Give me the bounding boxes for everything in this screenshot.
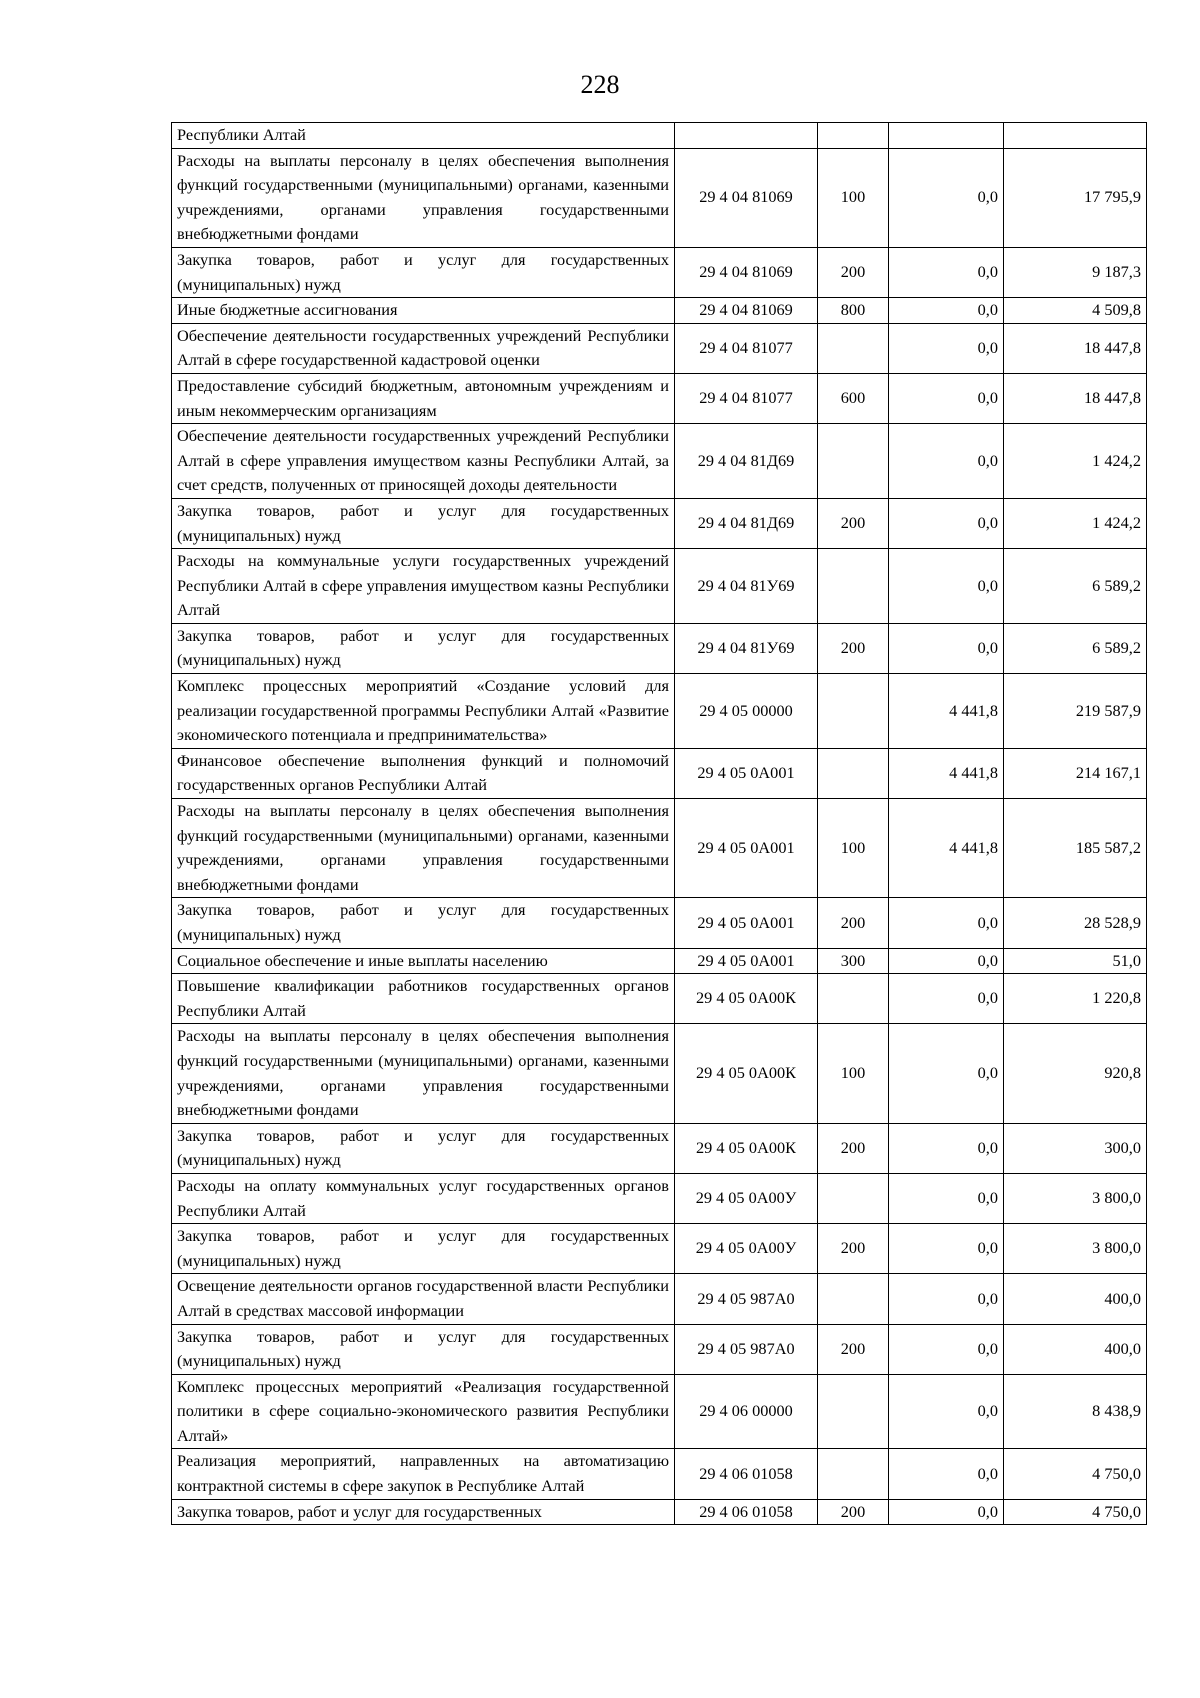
table-row <box>172 298 1147 324</box>
expense-type-cell: 200 <box>818 247 889 297</box>
expense-type-cell: 200 <box>818 1324 889 1374</box>
table-row <box>172 148 1147 247</box>
expense-type-cell <box>818 1274 889 1324</box>
target-code-cell: 29 4 04 81069 <box>675 298 818 324</box>
target-code-cell: 29 4 05 0А00К <box>675 1024 818 1123</box>
table-row <box>172 623 1147 673</box>
expense-type-cell <box>818 674 889 749</box>
expense-name-cell: Освещение деятельности органов государственной власти Республики Алтай в средствах массовой информации <box>172 1274 675 1324</box>
amount-cell <box>889 123 1004 149</box>
table-row <box>172 748 1147 798</box>
target-code-cell: 29 4 04 81077 <box>675 373 818 423</box>
table-row <box>172 898 1147 948</box>
amount-cell: 0,0 <box>889 623 1004 673</box>
amount-cell: 214 167,1 <box>1004 748 1147 798</box>
target-code-cell: 29 4 06 01058 <box>675 1449 818 1499</box>
target-code-cell: 29 4 04 81У69 <box>675 623 818 673</box>
expense-name-cell: Обеспечение деятельности государственных учреждений Республики Алтай в сфере государственной кадастровой оценки <box>172 323 675 373</box>
amount-cell: 0,0 <box>889 298 1004 324</box>
expense-name-cell: Расходы на выплаты персоналу в целях обеспечения выполнения функций государственными (муниципальными) органами, казенными учреждениями, органами управления государственными внебюджетными фондами <box>172 1024 675 1123</box>
target-code-cell: 29 4 06 00000 <box>675 1374 818 1449</box>
amount-cell: 0,0 <box>889 1274 1004 1324</box>
expense-name-cell: Закупка товаров, работ и услуг для государственных <box>172 1499 675 1525</box>
amount-cell: 4 750,0 <box>1004 1499 1147 1525</box>
expense-name-cell: Предоставление субсидий бюджетным, автономным учреждениям и иным некоммерческим организациям <box>172 373 675 423</box>
target-code-cell: 29 4 05 0А00К <box>675 1123 818 1173</box>
target-code-cell: 29 4 04 81069 <box>675 247 818 297</box>
amount-cell: 0,0 <box>889 424 1004 499</box>
expense-type-cell: 200 <box>818 1123 889 1173</box>
amount-cell: 28 528,9 <box>1004 898 1147 948</box>
expense-type-cell: 100 <box>818 148 889 247</box>
expense-type-cell: 800 <box>818 298 889 324</box>
expense-name-cell: Республики Алтай <box>172 123 675 149</box>
target-code-cell: 29 4 04 81У69 <box>675 549 818 624</box>
expense-type-cell: 100 <box>818 1024 889 1123</box>
table-row <box>172 1324 1147 1374</box>
expense-name-cell: Закупка товаров, работ и услуг для государственных (муниципальных) нужд <box>172 898 675 948</box>
expense-type-cell: 600 <box>818 373 889 423</box>
expense-type-cell: 200 <box>818 498 889 548</box>
expense-type-cell <box>818 748 889 798</box>
amount-cell: 4 441,8 <box>889 674 1004 749</box>
expense-type-cell: 200 <box>818 1224 889 1274</box>
table-row <box>172 247 1147 297</box>
expense-name-cell: Социальное обеспечение и иные выплаты населению <box>172 948 675 974</box>
expense-type-cell: 200 <box>818 623 889 673</box>
amount-cell: 300,0 <box>1004 1123 1147 1173</box>
amount-cell: 0,0 <box>889 1224 1004 1274</box>
target-code-cell: 29 4 05 987А0 <box>675 1274 818 1324</box>
amount-cell: 0,0 <box>889 549 1004 624</box>
table-row <box>172 549 1147 624</box>
amount-cell: 400,0 <box>1004 1324 1147 1374</box>
expense-name-cell: Закупка товаров, работ и услуг для государственных (муниципальных) нужд <box>172 1224 675 1274</box>
amount-cell <box>1004 123 1147 149</box>
target-code-cell: 29 4 05 0А00У <box>675 1173 818 1223</box>
table-row <box>172 674 1147 749</box>
expense-name-cell: Иные бюджетные ассигнования <box>172 298 675 324</box>
target-code-cell: 29 4 05 0А001 <box>675 799 818 898</box>
amount-cell: 0,0 <box>889 247 1004 297</box>
table-row <box>172 1374 1147 1449</box>
amount-cell: 3 800,0 <box>1004 1173 1147 1223</box>
expense-name-cell: Комплекс процессных мероприятий «Создание условий для реализации государственной программы Республики Алтай «Развитие экономического потенциала и предпринимательства» <box>172 674 675 749</box>
expense-type-cell <box>818 123 889 149</box>
table-row <box>172 424 1147 499</box>
amount-cell: 0,0 <box>889 1324 1004 1374</box>
amount-cell: 0,0 <box>889 898 1004 948</box>
target-code-cell: 29 4 05 0А001 <box>675 948 818 974</box>
expense-type-cell: 100 <box>818 799 889 898</box>
expense-name-cell: Расходы на коммунальные услуги государственных учреждений Республики Алтай в сфере управления имуществом казны Республики Алтай <box>172 549 675 624</box>
expense-type-cell <box>818 1173 889 1223</box>
amount-cell: 0,0 <box>889 974 1004 1024</box>
amount-cell: 3 800,0 <box>1004 1224 1147 1274</box>
table-row <box>172 799 1147 898</box>
target-code-cell: 29 4 06 01058 <box>675 1499 818 1525</box>
amount-cell: 6 589,2 <box>1004 549 1147 624</box>
expense-name-cell: Закупка товаров, работ и услуг для государственных (муниципальных) нужд <box>172 623 675 673</box>
table-row <box>172 498 1147 548</box>
table-row <box>172 1499 1147 1525</box>
expense-name-cell: Закупка товаров, работ и услуг для государственных (муниципальных) нужд <box>172 1123 675 1173</box>
table-row <box>172 373 1147 423</box>
amount-cell: 185 587,2 <box>1004 799 1147 898</box>
target-code-cell: 29 4 04 81077 <box>675 323 818 373</box>
expense-type-cell: 200 <box>818 1499 889 1525</box>
amount-cell: 6 589,2 <box>1004 623 1147 673</box>
table-row <box>172 1024 1147 1123</box>
target-code-cell: 29 4 05 00000 <box>675 674 818 749</box>
amount-cell: 17 795,9 <box>1004 148 1147 247</box>
expense-name-cell: Расходы на выплаты персоналу в целях обеспечения выполнения функций государственными (муниципальными) органами, казенными учреждениями, органами управления государственными внебюджетными фондами <box>172 148 675 247</box>
amount-cell: 51,0 <box>1004 948 1147 974</box>
amount-cell: 0,0 <box>889 1449 1004 1499</box>
expense-name-cell: Повышение квалификации работников государственных органов Республики Алтай <box>172 974 675 1024</box>
amount-cell: 0,0 <box>889 373 1004 423</box>
table-row <box>172 974 1147 1024</box>
amount-cell: 400,0 <box>1004 1274 1147 1324</box>
target-code-cell: 29 4 05 0А001 <box>675 898 818 948</box>
expense-name-cell: Расходы на оплату коммунальных услуг государственных органов Республики Алтай <box>172 1173 675 1223</box>
amount-cell: 8 438,9 <box>1004 1374 1147 1449</box>
expense-name-cell: Финансовое обеспечение выполнения функций и полномочий государственных органов Республики Алтай <box>172 748 675 798</box>
amount-cell: 9 187,3 <box>1004 247 1147 297</box>
expense-type-cell: 200 <box>818 898 889 948</box>
page-number: 228 <box>580 70 620 99</box>
amount-cell: 0,0 <box>889 948 1004 974</box>
expense-name-cell: Расходы на выплаты персоналу в целях обеспечения выполнения функций государственными (муниципальными) органами, казенными учреждениями, органами управления государственными внебюджетными фондами <box>172 799 675 898</box>
target-code-cell <box>675 123 818 149</box>
target-code-cell: 29 4 05 0А00К <box>675 974 818 1024</box>
table-body <box>172 123 1147 1525</box>
amount-cell: 1 424,2 <box>1004 498 1147 548</box>
amount-cell: 0,0 <box>889 498 1004 548</box>
expense-type-cell <box>818 424 889 499</box>
amount-cell: 1 220,8 <box>1004 974 1147 1024</box>
amount-cell: 0,0 <box>889 1024 1004 1123</box>
target-code-cell: 29 4 05 0А00У <box>675 1224 818 1274</box>
expense-type-cell <box>818 323 889 373</box>
target-code-cell: 29 4 05 987А0 <box>675 1324 818 1374</box>
expense-name-cell: Обеспечение деятельности государственных учреждений Республики Алтай в сфере управления имуществом казны Республики Алтай, за счет средств, полученных от приносящей доходы деятельности <box>172 424 675 499</box>
expense-name-cell: Закупка товаров, работ и услуг для государственных (муниципальных) нужд <box>172 247 675 297</box>
expense-name-cell: Комплекс процессных мероприятий «Реализация государственной политики в сфере социально-экономического развития Республики Алтай» <box>172 1374 675 1449</box>
target-code-cell: 29 4 04 81069 <box>675 148 818 247</box>
budget-table <box>171 122 1147 1525</box>
amount-cell: 0,0 <box>889 148 1004 247</box>
target-code-cell: 29 4 04 81Д69 <box>675 424 818 499</box>
amount-cell: 18 447,8 <box>1004 323 1147 373</box>
table-row <box>172 1224 1147 1274</box>
table-row <box>172 1123 1147 1173</box>
amount-cell: 18 447,8 <box>1004 373 1147 423</box>
expense-name-cell: Закупка товаров, работ и услуг для государственных (муниципальных) нужд <box>172 1324 675 1374</box>
table-row <box>172 123 1147 149</box>
target-code-cell: 29 4 04 81Д69 <box>675 498 818 548</box>
table-row <box>172 1274 1147 1324</box>
expense-type-cell <box>818 1374 889 1449</box>
amount-cell: 0,0 <box>889 1173 1004 1223</box>
amount-cell: 4 509,8 <box>1004 298 1147 324</box>
table-row <box>172 1449 1147 1499</box>
expense-name-cell: Закупка товаров, работ и услуг для государственных (муниципальных) нужд <box>172 498 675 548</box>
amount-cell: 0,0 <box>889 1499 1004 1525</box>
amount-cell: 1 424,2 <box>1004 424 1147 499</box>
amount-cell: 4 441,8 <box>889 748 1004 798</box>
amount-cell: 219 587,9 <box>1004 674 1147 749</box>
expense-type-cell <box>818 549 889 624</box>
expense-type-cell: 300 <box>818 948 889 974</box>
amount-cell: 0,0 <box>889 1374 1004 1449</box>
expense-name-cell: Реализация мероприятий, направленных на автоматизацию контрактной системы в сфере закупок в Республике Алтай <box>172 1449 675 1499</box>
amount-cell: 4 441,8 <box>889 799 1004 898</box>
amount-cell: 4 750,0 <box>1004 1449 1147 1499</box>
amount-cell: 0,0 <box>889 323 1004 373</box>
table-row <box>172 1173 1147 1223</box>
table-row <box>172 948 1147 974</box>
amount-cell: 920,8 <box>1004 1024 1147 1123</box>
table-row <box>172 323 1147 373</box>
target-code-cell: 29 4 05 0А001 <box>675 748 818 798</box>
amount-cell: 0,0 <box>889 1123 1004 1173</box>
expense-type-cell <box>818 1449 889 1499</box>
expense-type-cell <box>818 974 889 1024</box>
